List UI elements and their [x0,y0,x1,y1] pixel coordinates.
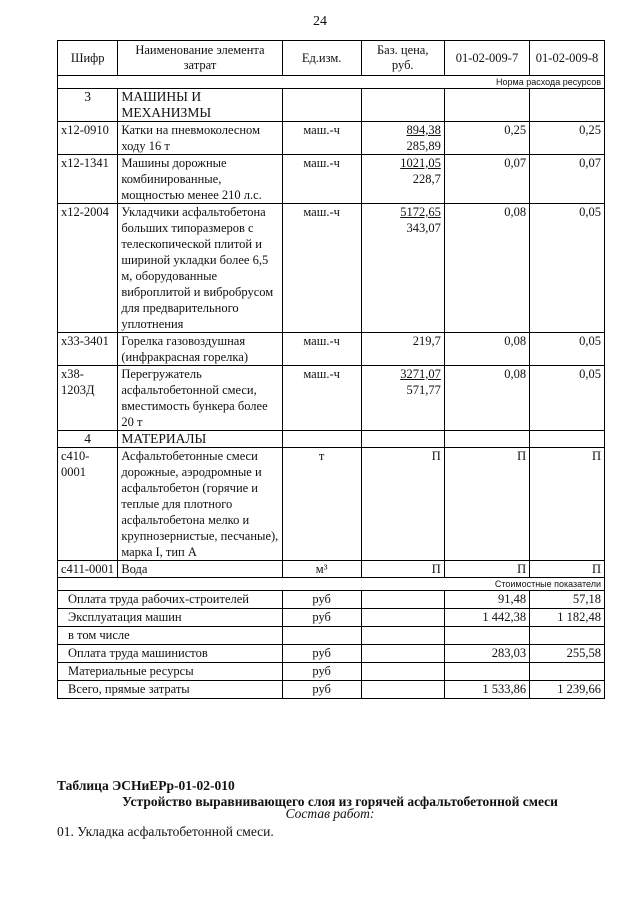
resource-name: Машины дорожные комбинированные, мощностью менее 210 л.с. [118,155,282,204]
resource-code: х38-1203Д [58,366,118,431]
resource-unit: м³ [282,561,361,578]
resource-code: х12-1341 [58,155,118,204]
cost-norm-7: 91,48 [444,591,529,609]
table-row [58,366,605,431]
header-name: Наименование элемента затрат [118,41,282,76]
header-unit: Ед.изм. [282,41,361,76]
norma-label: Норма расхода ресурсов [58,76,605,89]
resource-price-cell [361,333,444,366]
work-item: 01. Укладка асфальтобетонной смеси. [57,824,274,839]
table-header-row [58,41,605,76]
empty-cell [530,89,605,122]
resource-price: 3271,07 [400,367,441,381]
resource-price-cell [361,155,444,204]
resource-name: Горелка газовоздушная (инфракрасная горелка) [118,333,282,366]
cost-price [361,609,444,627]
cost-norm-7 [444,627,529,645]
norm-8-value: 0,05 [530,366,605,431]
page-number: 24 [313,14,327,29]
norm-7-value: П [444,561,529,578]
resource-price: 5172,65 [400,205,441,219]
header-price: Баз. цена, руб. [361,41,444,76]
norm-8-value: 0,05 [530,204,605,333]
norm-7-value: 0,08 [444,366,529,431]
resource-price-wage: 285,89 [406,139,441,153]
cost-norm-8: 1 239,66 [530,681,605,699]
resource-name: Укладчики асфальтобетона больших типоразмеров с телескопической плитой и шириной укладки более 6,5 м, оборудованные виброплитой и вибробрусом для предварительного уплотнения [118,204,282,333]
cost-norm-7: 1 533,86 [444,681,529,699]
resource-price-cell [361,561,444,578]
resource-price-wage: 343,07 [406,221,441,235]
table-row [58,448,605,561]
cost-unit: руб [282,591,361,609]
empty-cell [282,431,361,448]
cost-norm-8 [530,627,605,645]
resource-norms-table [57,40,605,699]
norm-7-value: П [444,448,529,561]
norm-8-value: П [530,561,605,578]
cost-price [361,627,444,645]
table-row [58,155,605,204]
cost-row [58,627,605,645]
cost-unit: руб [282,681,361,699]
cost-norm-8: 255,58 [530,645,605,663]
cost-price [361,591,444,609]
resource-name: Асфальтобетонные смеси дорожные, аэродромные и асфальтобетон (горячие и теплые для плотного асфальтобетона мелко и крупнозернистые, песчаные), марка I, тип А [118,448,282,561]
cost-norm-7: 283,03 [444,645,529,663]
resource-price-wage: 228,7 [412,172,441,186]
norm-7-value: 0,08 [444,333,529,366]
header-norm-8: 01-02-009-8 [530,41,605,76]
header-norm-7: 01-02-009-7 [444,41,529,76]
norm-8-value: 0,25 [530,122,605,155]
empty-cell [282,89,361,122]
cost-unit: руб [282,645,361,663]
resource-code: х12-2004 [58,204,118,333]
resource-code: с410-0001 [58,448,118,561]
cost-row [58,663,605,681]
resource-price-cell [361,122,444,155]
section-title: МАТЕРИАЛЫ [118,431,282,448]
resource-price: П [431,449,441,463]
cost-unit: руб [282,609,361,627]
empty-cell [444,89,529,122]
section-number: 4 [58,431,118,448]
cost-name: Оплата труда машинистов [58,645,283,663]
norm-8-value: 0,05 [530,333,605,366]
table-row [58,333,605,366]
resource-price: 219,7 [412,334,441,348]
norma-label-row [58,76,605,89]
cost-price [361,663,444,681]
section-number: 3 [58,89,118,122]
resource-code: с411-0001 [58,561,118,578]
cost-row [58,681,605,699]
cost-name: в том числе [58,627,283,645]
norm-8-value: П [530,448,605,561]
resource-unit: маш.-ч [282,155,361,204]
resource-price: 894,38 [406,123,441,137]
cost-row [58,609,605,627]
cost-row [58,591,605,609]
table-row [58,122,605,155]
resource-code: х12-0910 [58,122,118,155]
cost-name: Всего, прямые затраты [58,681,283,699]
resource-unit: маш.-ч [282,122,361,155]
resource-name: Вода [118,561,282,578]
cost-norm-8 [530,663,605,681]
costs-label: Стоимостные показатели [58,578,605,591]
resource-price: 1021,05 [400,156,441,170]
resource-unit: маш.-ч [282,333,361,366]
resource-unit: маш.-ч [282,366,361,431]
empty-cell [361,89,444,122]
cost-name: Материальные ресурсы [58,663,283,681]
empty-cell [361,431,444,448]
section-row [58,431,605,448]
cost-unit: руб [282,663,361,681]
cost-row [58,645,605,663]
cost-unit [282,627,361,645]
resource-price: П [431,562,441,576]
section-row [58,89,605,122]
cost-name: Эксплуатация машин [58,609,283,627]
resource-name: Перегружатель асфальтобетонной смеси, вместимость бункера более 20 т [118,366,282,431]
table-caption: Таблица ЭСНиЕРр-01-02-010 [57,778,235,793]
norm-7-value: 0,25 [444,122,529,155]
table-row [58,204,605,333]
section-title: МАШИНЫ И МЕХАНИЗМЫ [118,89,282,122]
table-row [58,561,605,578]
cost-norm-7 [444,663,529,681]
norm-7-value: 0,08 [444,204,529,333]
work-composition-heading: Состав работ: [285,806,375,821]
cost-name: Оплата труда рабочих-строителей [58,591,283,609]
resource-price-wage: 571,77 [406,383,441,397]
cost-norm-7: 1 442,38 [444,609,529,627]
cost-norm-8: 1 182,48 [530,609,605,627]
table-title: Устройство выравнивающего слоя из горячей асфальтобетонной смеси [122,794,558,809]
resource-price-cell [361,204,444,333]
table-body [58,76,605,699]
costs-label-row [58,578,605,591]
empty-cell [444,431,529,448]
header-code: Шифр [58,41,118,76]
norm-8-value: 0,07 [530,155,605,204]
norm-7-value: 0,07 [444,155,529,204]
cost-price [361,645,444,663]
cost-price [361,681,444,699]
empty-cell [530,431,605,448]
resource-unit: маш.-ч [282,204,361,333]
resource-unit: т [282,448,361,561]
resource-code: х33-3401 [58,333,118,366]
resource-price-cell [361,366,444,431]
resource-price-cell [361,448,444,561]
resource-name: Катки на пневмоколесном ходу 16 т [118,122,282,155]
cost-norm-8: 57,18 [530,591,605,609]
